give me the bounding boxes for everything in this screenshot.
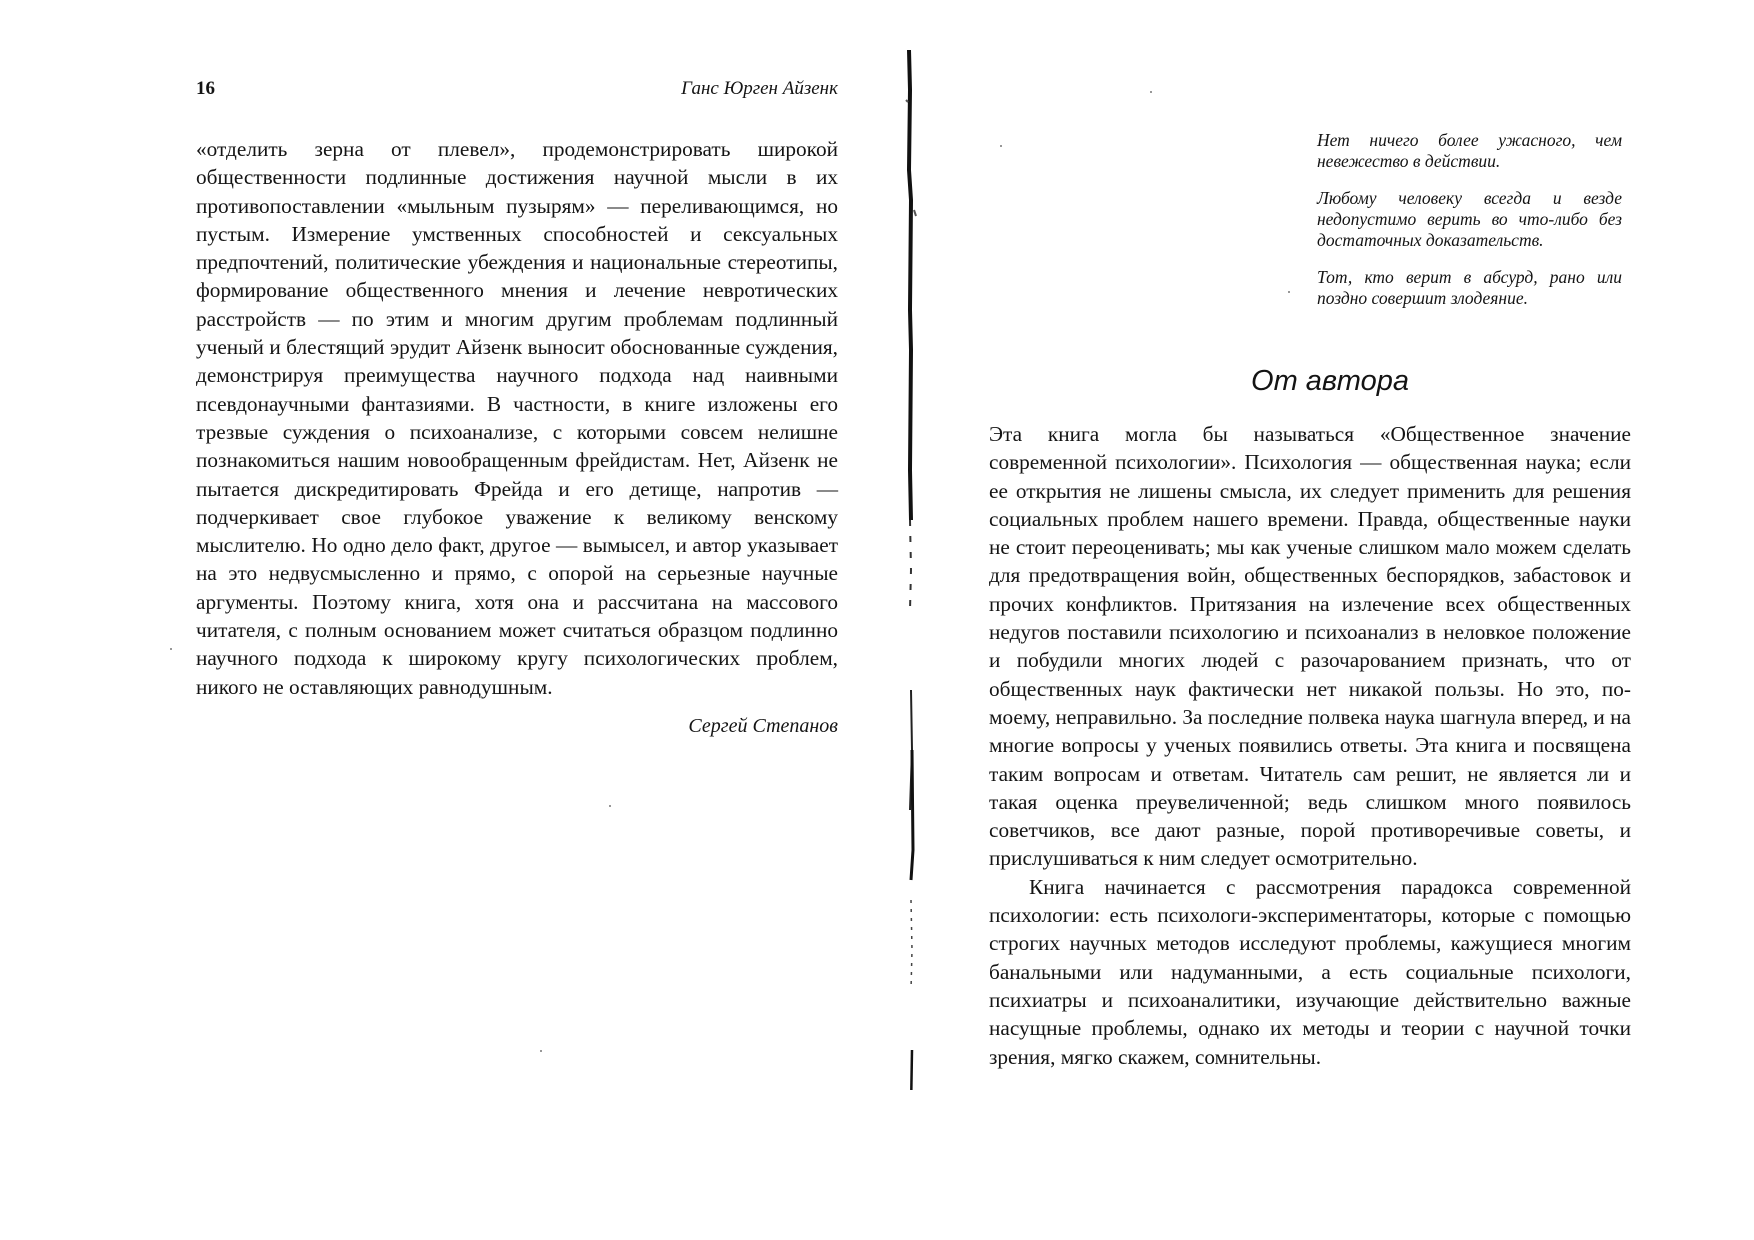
running-head [196,78,838,110]
gutter-scan-artifact [898,50,928,1090]
binding-gutter [898,50,928,1090]
scan-speck [1288,291,1290,293]
body-paragraph: Эта книга могла бы называться «Общественное значение современной психологии». Психология — общественная наука; если ее открытия не лишены смысла, их следует применить для решения социальных проблем нашего времени. Правда, общественные науки не стоит переоценивать; мы как ученые слишком мало можем сделать для предотвращения войн, общественных беспорядков, забастовок и прочих конфликтов. Притязания на излечение всех общественных недугов поставили психологию и психоанализ в неловкое положение и побудили многих людей с разочарованием признать, что от общественных наук фактически нет никакой пользы. Но это, по-моему, неправильно. За последние полвека наука шагнула вперед, и на многие вопросы у ученых появились ответы. Эта книга и посвящена таким вопросам и ответам. Читатель сам решит, не является ли и такая оценка преувеличенной; ведь слишком много появилось советчиков, все дают разные, порой противоречивые советы, и прислушиваться к ним следует осмотрительно. [989,422,1631,871]
page-number: 16 [196,78,215,99]
scan-speck [609,805,611,807]
epigraphs [1317,130,1622,309]
body-paragraph: Книга начинается с рассмотрения парадокса современной психологии: есть психологи-экспериментаторы, которые с помощью строгих научных методов исследуют проблемы, кажущиеся многим банальными или надуманными, а есть социальные психологи, психиатры и психоаналитики, изучающие действительно важные насущные проблемы, однако их методы и теории с научной точки зрения, мягко скажем, сомнительны. [989,874,1631,1069]
epigraph: Любому человеку всегда и везде недопустимо верить во что-либо без достаточных доказательств. [1317,188,1622,250]
left-page [196,78,838,738]
scan-speck [540,1050,542,1052]
epigraph: Нет ничего более ужасного, чем невежество в действии. [1317,130,1622,171]
foreword-paragraph: «отделить зерна от плевел», продемонстрировать широкой общественности подлинные достижения научной мысли в их противопоставлении «мыльным пузырям» — переливающимся, но пустым. Измерение умственных способностей и сексуальных предпочтений, политические убеждения и национальные стереотипы, формирование общественного мнения и лечение невротических расстройств — по этим и многим другим проблемам подлинный ученый и блестящий эрудит Айзенк выносит обоснованные суждения, демонстрируя преимущества научного подхода над наивными псевдонаучными фантазиями. В частности, в книге изложены его трезвые суждения о психоанализе, с которыми совсем нелишне познакомиться нашим новообращенным фрейдистам. Нет, Айзенк не пытается дискредитировать Фрейда и его детище, напротив — подчеркивает свое глубокое уважение к великому венскому мыслителю. Но одно дело факт, другое — вымысел, и автор указывает на это недвусмысленно и прямо, с опорой на серьезные научные аргументы. Поэтому книга, хотя она и рассчитана на массового читателя, с полным основанием может считаться образцом подлинно научного подхода к широкому кругу психологических проблем, никого не оставляющих равнодушным. [196,137,838,699]
section-title: От автора [1251,365,1409,397]
scan-speck [1150,91,1152,93]
scan-speck [170,648,172,650]
scan-speck [1000,145,1002,147]
foreword-signature: Сергей Степанов [688,714,838,737]
running-title: Ганс Юрген Айзенк [681,78,838,99]
epigraph: Тот, кто верит в абсурд, рано или поздно совершит злодеяние. [1317,267,1622,308]
right-page [989,130,1631,1071]
